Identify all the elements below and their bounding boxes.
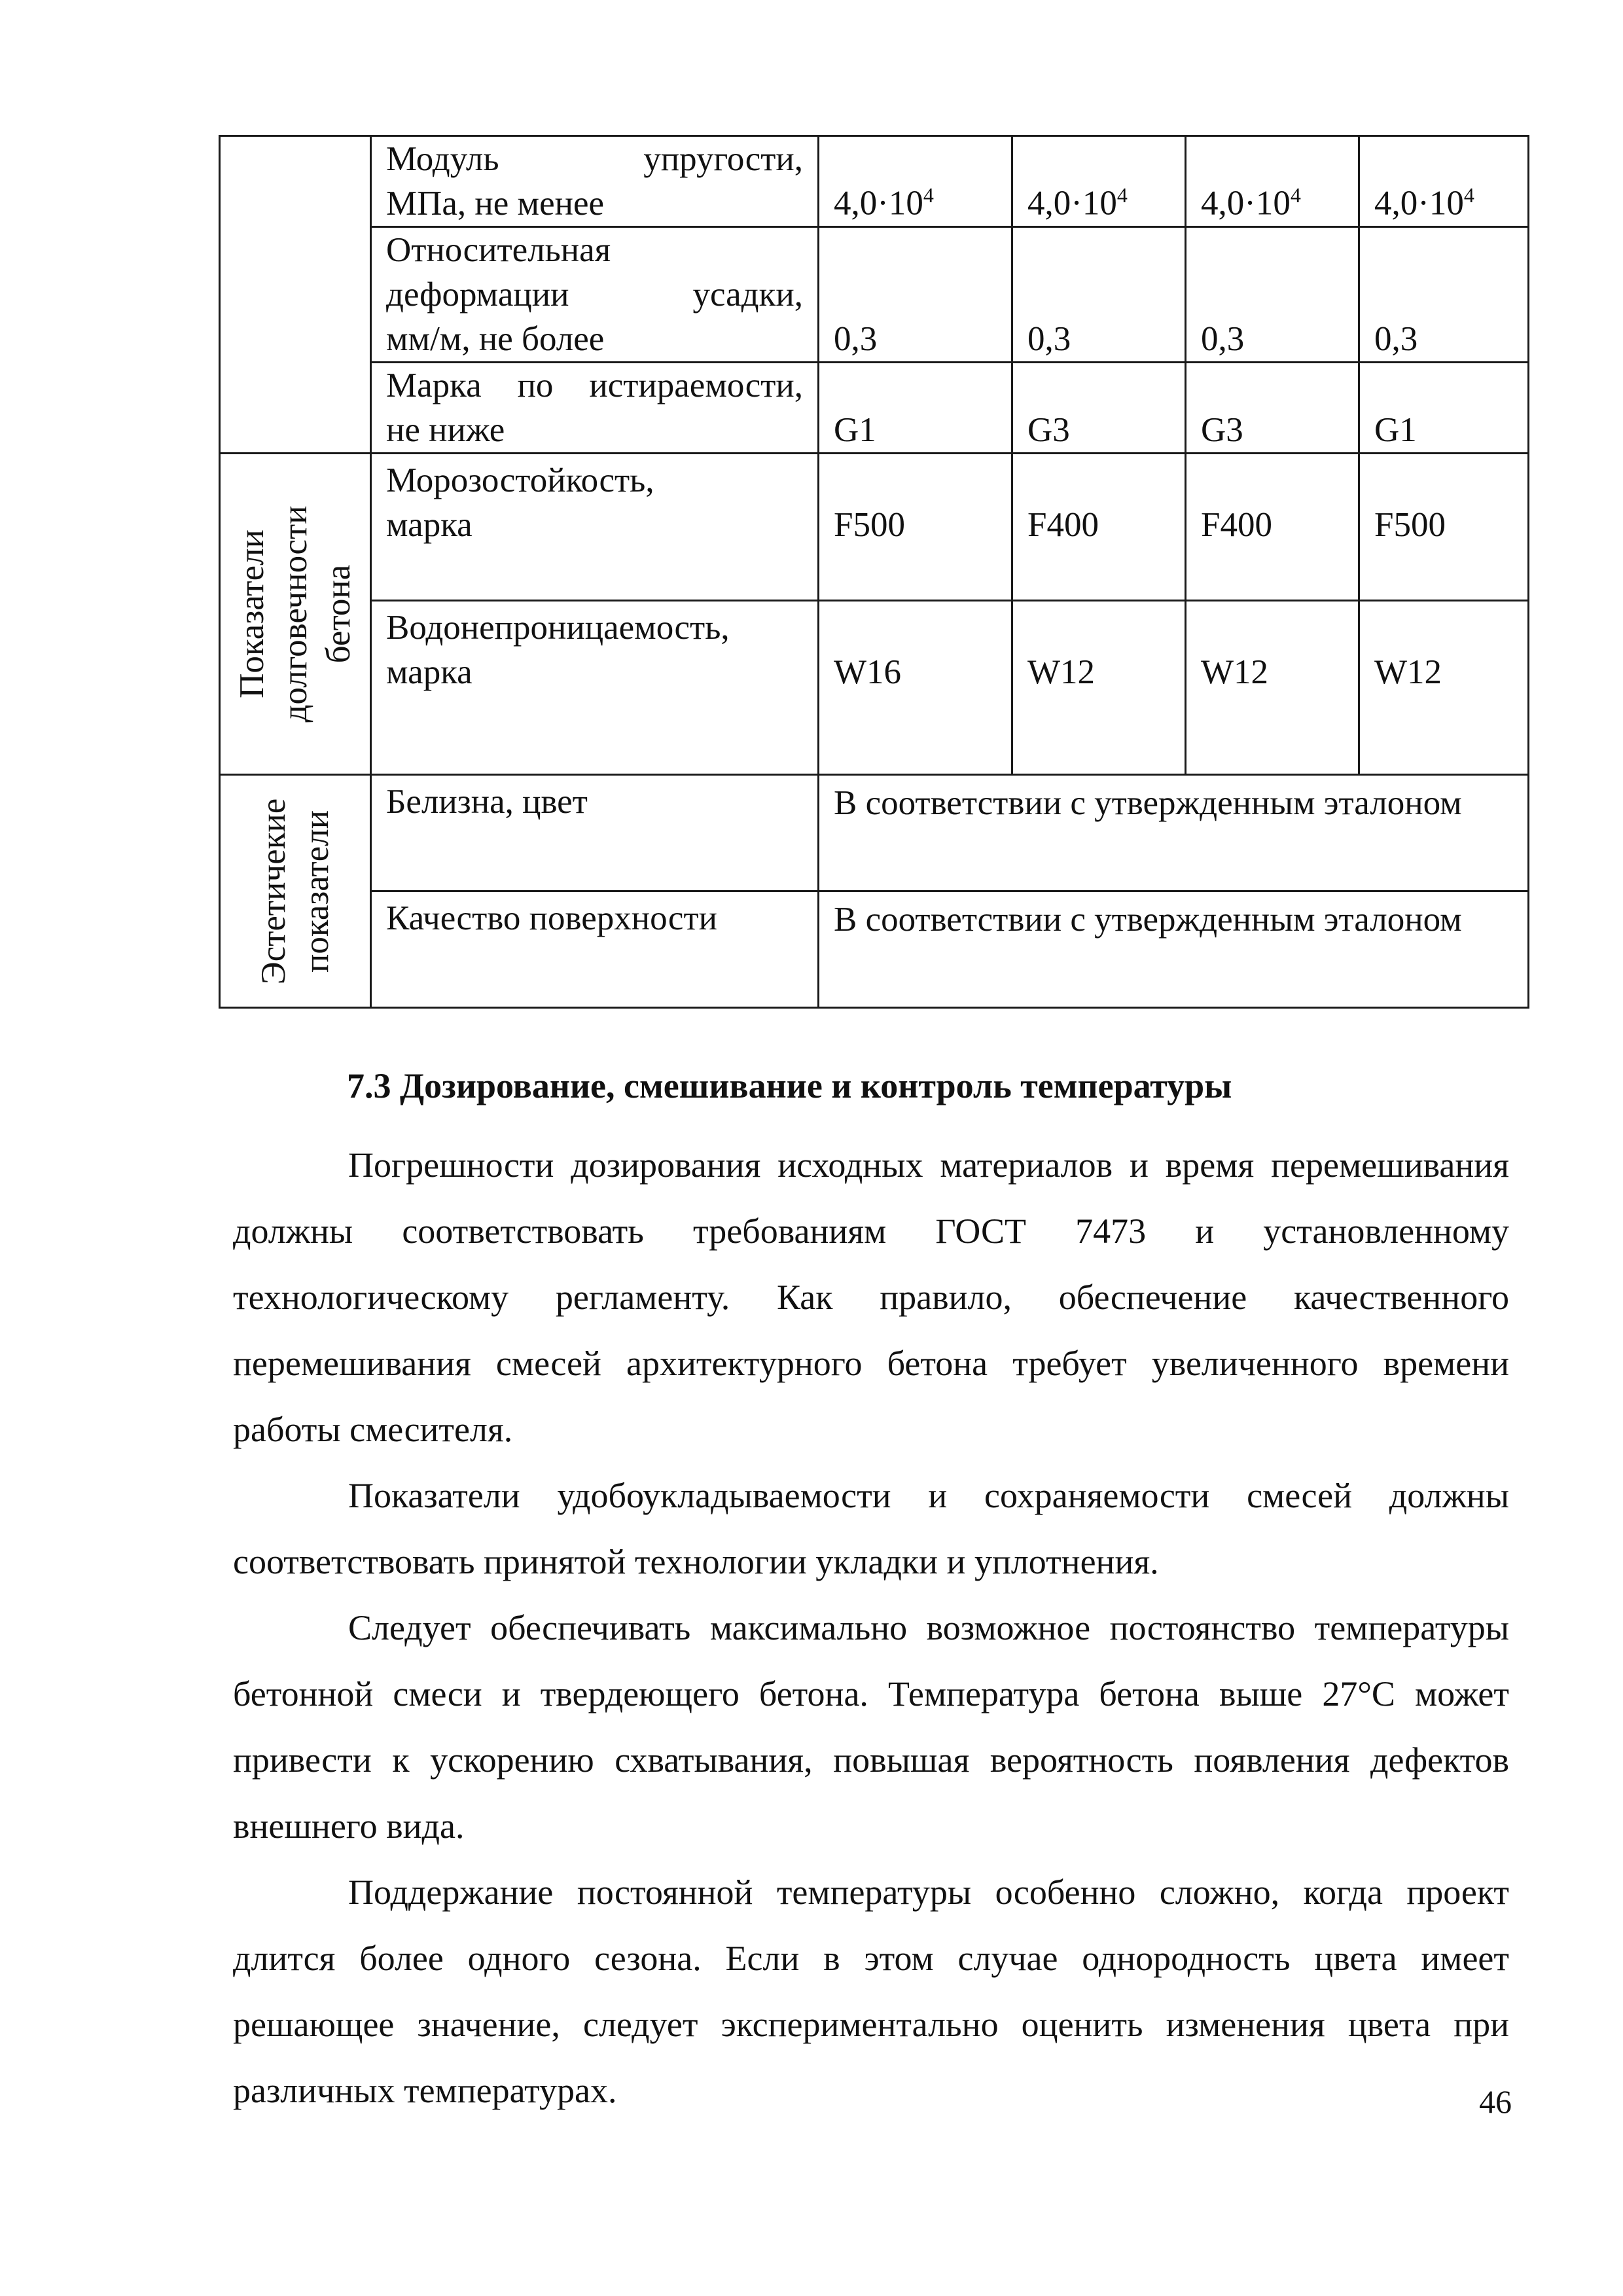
body-text — [233, 1132, 1509, 2124]
value-cell: G3 — [1186, 363, 1359, 454]
param-cell: Марка по истираемости, не ниже — [371, 363, 819, 454]
param-cell: Водонепроницаемость, марка — [371, 601, 819, 775]
page-number: 46 — [1479, 2083, 1512, 2120]
table-row — [220, 775, 1529, 891]
value-cell: $4,0\cdot 10^4$ — [1186, 136, 1359, 227]
value-cell: G3 — [1012, 363, 1186, 454]
section-title: 7.3 Дозирование, смешивание и контроль температуры — [347, 1066, 1232, 1105]
table-row — [220, 363, 1529, 454]
value-cell: G1 — [819, 363, 1012, 454]
value-cell: F500 — [1359, 454, 1529, 601]
value-cell: 0,3 — [1359, 227, 1529, 363]
value-cell: W16 — [819, 601, 1012, 775]
value-cell: F400 — [1012, 454, 1186, 601]
value-cell: G1 — [1359, 363, 1529, 454]
value-cell: $4,0\cdot 10^4$ — [819, 136, 1012, 227]
value-cell: W12 — [1186, 601, 1359, 775]
value-cell: W12 — [1012, 601, 1186, 775]
param-cell: Белизна, цвет — [371, 775, 819, 891]
paragraph: Следует обеспечивать максимально возможное постоянство температуры бетонной смеси и твердеющего бетона. Температура бетона выше 27°С может привести к ускорению схватывания, повышая вероятность появления дефектов внешнего вида. — [233, 1608, 1509, 1846]
param-cell: Модуль упругости, МПа, не менее — [371, 136, 819, 227]
table-row — [220, 454, 1529, 601]
merged-value-cell: В соответствии с утвержденным эталоном — [819, 775, 1529, 891]
param-cell: Морозостойкость, марка — [371, 454, 819, 601]
group-label-aesthetic: Эстетичекие показатели — [220, 775, 371, 1008]
paragraph: Показатели удобоукладываемости и сохраняемости смесей должны соответствовать принятой технологии укладки и уплотнения. — [233, 1476, 1509, 1581]
value-cell: F400 — [1186, 454, 1359, 601]
paragraph: Поддержание постоянной температуры особенно сложно, когда проект длится более одного сезона. Если в этом случае однородность цвета имеет решающее значение, следует экспериментально оценить изменения цвета при различных температурах. — [233, 1873, 1509, 2110]
param-cell: Относительная деформации усадки, мм/м, не более — [371, 227, 819, 363]
table-row — [220, 227, 1529, 363]
paragraph: Погрешности дозирования исходных материалов и время перемешивания должны соответствовать требованиям ГОСТ 7473 и установленному технологическому регламенту. Как правило, обеспечение качественного перемешивания смесей архитектурного бетона требует увеличенного времени работы смесителя. — [233, 1145, 1509, 1449]
table-row — [220, 601, 1529, 775]
value-cell: 0,3 — [1186, 227, 1359, 363]
merged-value-cell: В соответствии с утвержденным эталоном — [819, 891, 1529, 1008]
value-cell: $4,0\cdot 10^4$ — [1012, 136, 1186, 227]
group-cell-empty — [220, 136, 371, 454]
param-cell: Качество поверхности — [371, 891, 819, 1008]
value-cell: F500 — [819, 454, 1012, 601]
value-cell: 0,3 — [1012, 227, 1186, 363]
table-row — [220, 891, 1529, 1008]
group-label-durability: Показатели долговечности бетона — [220, 454, 371, 775]
value-cell: $4,0\cdot 10^4$ — [1359, 136, 1529, 227]
table-row — [220, 136, 1529, 227]
value-cell: W12 — [1359, 601, 1529, 775]
value-cell: 0,3 — [819, 227, 1012, 363]
specifications-table — [219, 135, 1529, 1009]
